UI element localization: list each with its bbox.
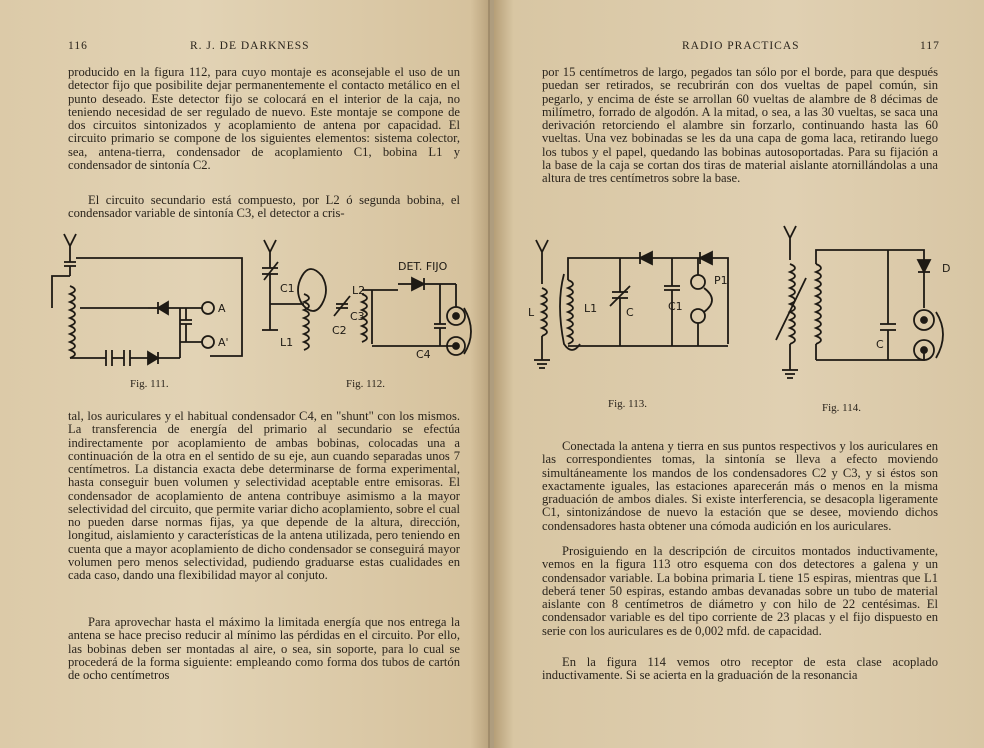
figure-114-diagram (760, 220, 960, 400)
right-paragraph-3: Prosiguiendo en la descripción de circuitos montados inductivamente, vemos en la figura 113 otro esquema con dos detectores a galena y un condensador variable. La bobina primaria L tiene 15 espiras, mientras que L1 deberá tener 50 espiras, estando ambas devanadas sobre un tubo de material aislante con 8 centímetros de diámetro y con hilo de 22 centésimas. El condensador variable es del tipo corriente de 23 placas y el fijo dispuesto en serie con los auriculares es de 0,002 mfd. de capacidad. (542, 544, 938, 638)
right-paragraph-1: por 15 centímetros de largo, pegados tan sólo por el borde, para que después puedan ser retirados, se recubrirán con dos vueltas de papel común, sin pegarlo, y encima de éste se arrollan 60 vueltas de alambre de 8 décimas de milímetro, forrado de algodón. A la mitad, o sea, a las 30 vueltas, se saca una derivación retorciendo el alambre sin forzarlo, continuando hasta las 60 vueltas. Una vez bobinadas se les da una capa de goma laca, retirando luego los tubos y el papel, quedando las bobinas autosoportadas. Para su fijación a la base de la caja se cortan dos tiras de material aislante atornillándolas a una altura de tres centímetros sobre la base. (542, 65, 938, 185)
fig113-label-l1: L1 (584, 302, 598, 315)
fig112-label-det-fijo: DET. FIJO (398, 260, 448, 273)
right-paragraph-2: Conectada la antena y tierra en sus puntos respectivos y los auriculares en las correspondientes tomas, la sintonía se lleva a efecto moviendo simultáneamente los mandos de los condensadores C2 y C3, y si éstos son exactamente iguales, las estaciones aparecerán más o menos en la misma graduación de ambos diales. Si existe interferencia, se desacopla ligeramente C1, sintonizándose de nuevo la estación que se desee, moviendo dichos condensadores hasta obtener una cómoda audición en los auriculares. (542, 439, 938, 533)
figure-111-diagram (40, 228, 250, 373)
figure-114-caption: Fig. 114. (822, 402, 862, 414)
page-number-right: 117 (920, 40, 940, 52)
left-paragraph-3: tal, los auriculares y el habitual condensador C4, en "shunt" con los mismos. La transferencia de energía del primario al secundario se efectúa indirectamente por acoplamiento de ambas bobinas, colocadas una a continuación de la otra en el sentido de su eje, aun cuando separadas unos 7 centímetros. La distancia exacta debe determinarse de forma experimental, hasta conseguir buen volumen y selectividad aceptable entre emisoras. El condensador de acoplamiento de antena contribuye asimismo a la mayor selectividad del circuito, que permite variar dicho acoplamiento, sobre el cual no pueden darse normas fijas, ya que depende de la altura, dirección, longitud, aislamiento y características de la antena utilizada, pero teniendo en cuenta que a mayor acoplamiento de dicho condensador se conseguirá mayor volumen pero menos selectividad, pudiendo graduarse estas cualidades en cada caso, dando una flexibilidad mayor al conjuto. (68, 409, 460, 582)
fig112-label-l2: L2 (352, 284, 366, 297)
fig112-label-c3: C3 (350, 310, 365, 323)
running-header-left: R. J. DE DARKNESS (190, 40, 310, 52)
fig114-label-c: C (876, 338, 884, 351)
fig113-label-c1: C1 (668, 300, 683, 313)
figure-113-diagram (528, 234, 758, 394)
fig113-label-p1: P1 (714, 274, 728, 287)
right-paragraph-4: En la figura 114 vemos otro receptor de esta clase acoplado inductivamente. Si se acierta en la graduación de la resonancia (542, 655, 938, 683)
figure-113-caption: Fig. 113. (608, 398, 648, 410)
fig114-label-d: D (942, 262, 951, 275)
left-paragraph-2: El circuito secundario está compuesto, por L2 ó segunda bobina, el condensador variable de sintonía C3, el detector a cris- (68, 193, 460, 221)
left-paragraph-1: producido en la figura 112, para cuyo montaje es aconsejable el uso de un detector fijo que posibilite dejar permanentemente el contacto metálico en el punto deseado. Este detector fijo se colocará en el interior de la caja, no teniendo necesidad de ser regulado de nuevo. Este montaje se compone de dos circuitos sintonizados y acoplamiento de antena por capacidad. El circuito primario se compone de los siguientes elementos: sistema colector, sea, antena-tierra, condensador de acoplamiento C1, bobina L1 y condensador de sintonía C2. (68, 65, 460, 172)
figure-112-caption: Fig. 112. (346, 378, 386, 390)
figure-111-caption: Fig. 111. (130, 378, 169, 390)
fig113-label-c: C (626, 306, 634, 319)
left-paragraph-4: Para aprovechar hasta el máximo la limitada energía que nos entrega la antena se hace preciso reducir al mínimo las pérdidas en el circuito. Por ello, las bobinas deben ser montadas al aire, o sea, sin soporte, para lo cual se procederá de la forma siguiente: empleando como forma dos tubos de cartón de ocho centímetros (68, 615, 460, 682)
left-page (0, 0, 490, 748)
fig111-label-a: A (218, 302, 226, 315)
page-number-left: 116 (68, 40, 88, 52)
fig112-label-c1: C1 (280, 282, 295, 295)
right-page (494, 0, 984, 748)
fig113-label-l: L (528, 306, 535, 319)
running-header-right: RADIO PRACTICAS (682, 40, 800, 52)
fig111-label-a-prime: A' (218, 336, 229, 349)
fig112-label-c4: C4 (416, 348, 431, 361)
fig112-label-c2: C2 (332, 324, 347, 337)
figure-112-diagram (258, 234, 480, 374)
fig112-label-l1: L1 (280, 336, 294, 349)
